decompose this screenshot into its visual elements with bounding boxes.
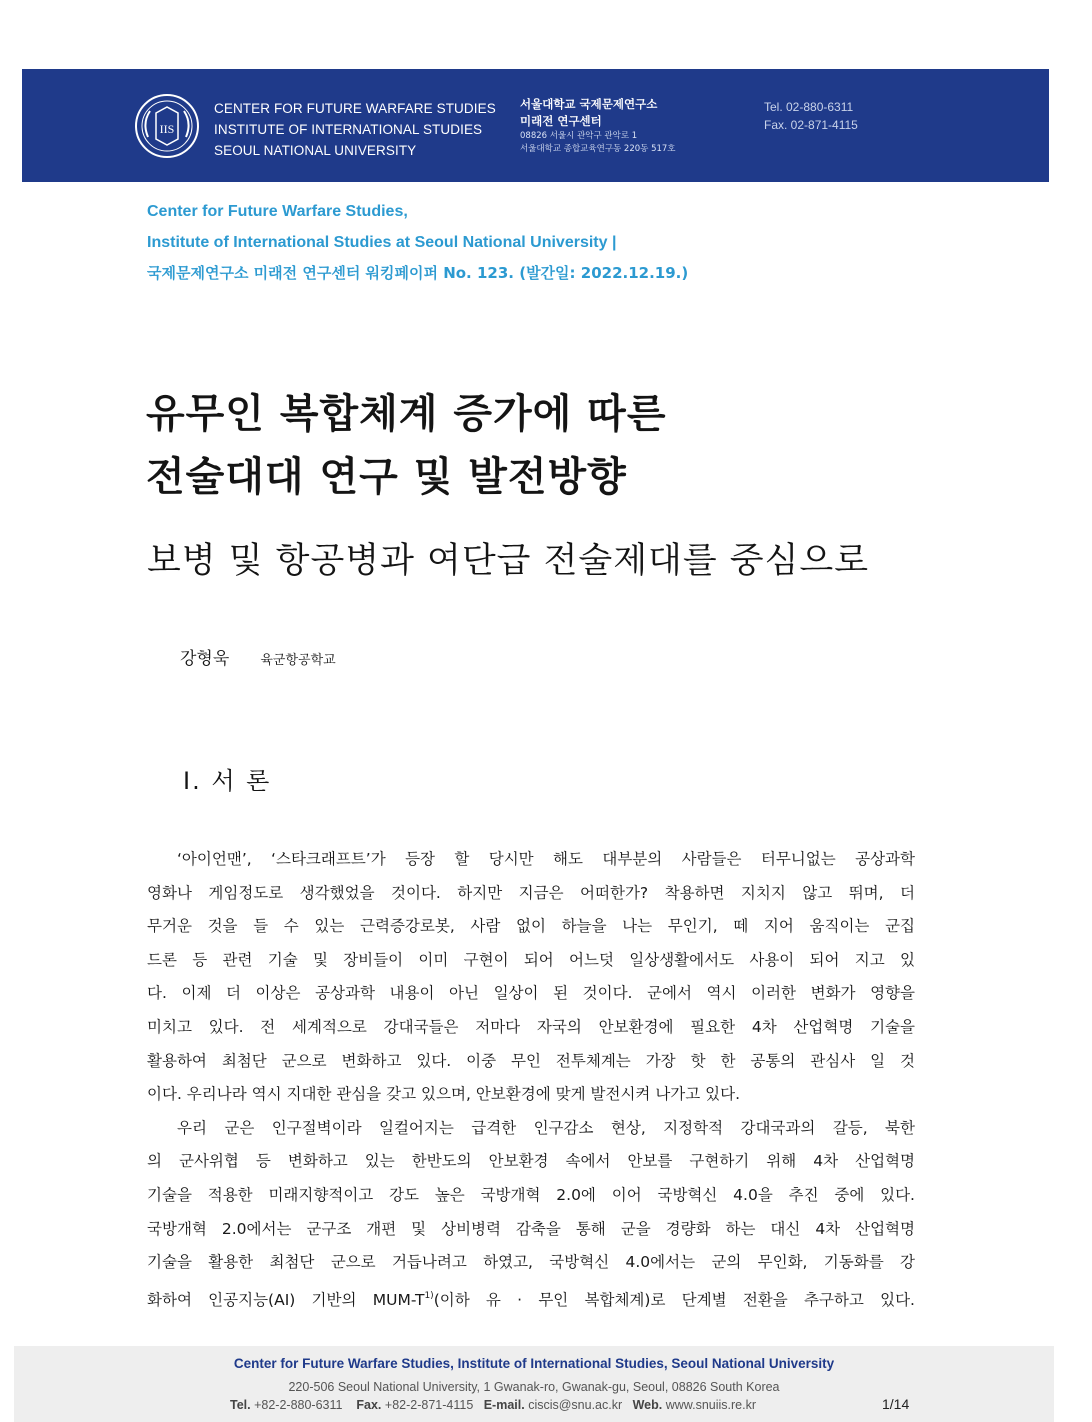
section-heading: Ⅰ. 서 론 [183,767,272,795]
footer [14,1346,1054,1422]
institute-ko-line: 서울대학교 국제문제연구소 [520,97,658,111]
institute-name-en [214,98,496,161]
body-line: ‘아이언맨’, ‘스타크래프트’가 등장 할 당시만 해도 대부분의 사람들은 터무니없는 공상과학 [177,850,915,868]
body-line: 드론 등 관련 기술 및 장비들이 이미 구현이 되어 어느덧 일상생활에서도 사용이 되어 지고 있 [147,950,915,969]
footer-web-label: Web. [632,1398,663,1412]
footer-email-link[interactable]: ciscis@snu.ac.kr [528,1398,623,1412]
footer-web-link[interactable]: www.snuiis.re.kr [665,1398,756,1412]
author-affiliation: 육군항공학교 [260,653,336,668]
footer-address: 220-506 Seoul National University, 1 Gwanak-ro, Gwanak-gu, Seoul, 08826 South Korea [288,1380,780,1394]
body-text-segment: (이하 유 · 무인 복합체계)로 단계별 전환을 추구하고 있다. [433,1290,915,1309]
header-fax: Fax. 02-871-4115 [764,118,858,132]
author-name: 강형욱 [180,649,230,669]
institute-ko-line: 미래전 연구센터 [520,114,602,128]
footer-title: Center for Future Warfare Studies, Institute of International Studies, Seoul National University [233,1356,835,1371]
title-line-1: 유무인 복합체계 증가에 따른 [146,391,667,437]
iis-seal-icon [134,93,200,159]
body-line-last [147,1280,915,1318]
body-line: 다. 이제 더 이상은 공상과학 내용이 아닌 일상이 된 것이다. 군에서 역시 이러한 변화가 영향을 [147,984,915,1003]
body-text [147,843,915,1317]
body-line: 미치고 있다. 전 세계적으로 강대국들은 저마다 자국의 안보환경에 필요한 4차 산업혁명 기술을 [147,1017,915,1036]
page-title [146,383,666,509]
address-line: 08826 서울시 관악구 관악로 1 [520,131,638,141]
body-line: 영화나 게임정도로 생각했었을 것이다. 하지만 지금은 어떠한가? 착용하면 지치지 않고 뛰며, 더 [147,883,915,902]
series-line-3: 국제문제연구소 미래전 연구센터 워킹페이퍼 No. 123. (발간일: 2022.12.19.) [147,264,689,282]
svg-text:IIS: IIS [159,122,175,136]
institute-name-ko [520,96,676,156]
footer-fax: +82-2-871-4115 [384,1398,474,1412]
title-line-2: 전술대대 연구 및 발전방향 [146,454,627,500]
page-subtitle: 보병 및 항공병과 여단급 전술제대를 중심으로 [147,541,870,581]
institute-line: INSTITUTE OF INTERNATIONAL STUDIES [214,122,483,137]
address-line: 서울대학교 종합교육연구동 220동 517호 [520,144,676,154]
body-line: 우리 군은 인구절벽이라 일컬어지는 급격한 인구감소 현상, 지정학적 강대국과의 갈등, 북한 [177,1118,915,1137]
footer-contact [230,1398,756,1412]
series-line-1: Center for Future Warfare Studies, [147,203,408,220]
footer-fax-label: Fax. [356,1398,382,1412]
body-line: 기술을 적용한 미래지향적이고 강도 높은 국방개혁 2.0에 이어 국방혁신 4.0을 추진 중에 있다. [147,1185,915,1204]
footnote-ref[interactable]: 1) [424,1290,434,1301]
body-line: 이다. 우리나라 역시 지대한 관심을 갖고 있으며, 안보환경에 맞게 발전시켜 나가고 있다. [147,1085,741,1104]
body-line: 무거운 것을 들 수 있는 근력증강로봇, 사람 없이 하늘을 나는 무인기, 떼 지어 움직이는 군집 [147,917,915,936]
page-number: 1/14 [882,1396,910,1412]
body-line: 활용하여 최첨단 군으로 변화하고 있다. 이중 무인 전투체계는 가장 핫 한 공통의 관심사 일 것 [147,1051,915,1070]
footer-tel-label: Tel. [230,1398,251,1412]
header-contact [764,98,858,134]
header-band [22,69,1049,182]
body-line: 국방개혁 2.0에서는 군구조 개편 및 상비병력 감축을 통해 군을 경량화 하는 대신 4차 산업혁명 [147,1219,915,1238]
series-info [147,196,688,289]
institute-line: CENTER FOR FUTURE WARFARE STUDIES [214,101,496,116]
author [180,644,336,669]
institute-line: SEOUL NATIONAL UNIVERSITY [214,143,417,158]
footer-tel: +82-2-880-6311 [254,1398,343,1412]
body-text-segment: 화하여 인공지능(AI) 기반의 MUM-T [147,1290,425,1309]
header-tel: Tel. 02-880-6311 [764,100,854,114]
body-line: 기술을 활용한 최첨단 군으로 거듭나려고 하였고, 국방혁신 4.0에서는 군의 무인화, 기동화를 강 [147,1253,915,1272]
footer-email-label: E-mail. [483,1398,525,1412]
series-line-2: Institute of International Studies at Seoul National University | [147,234,617,251]
body-line: 의 군사위협 등 변화하고 있는 한반도의 안보환경 속에서 안보를 구현하기 위해 4차 산업혁명 [147,1152,915,1171]
